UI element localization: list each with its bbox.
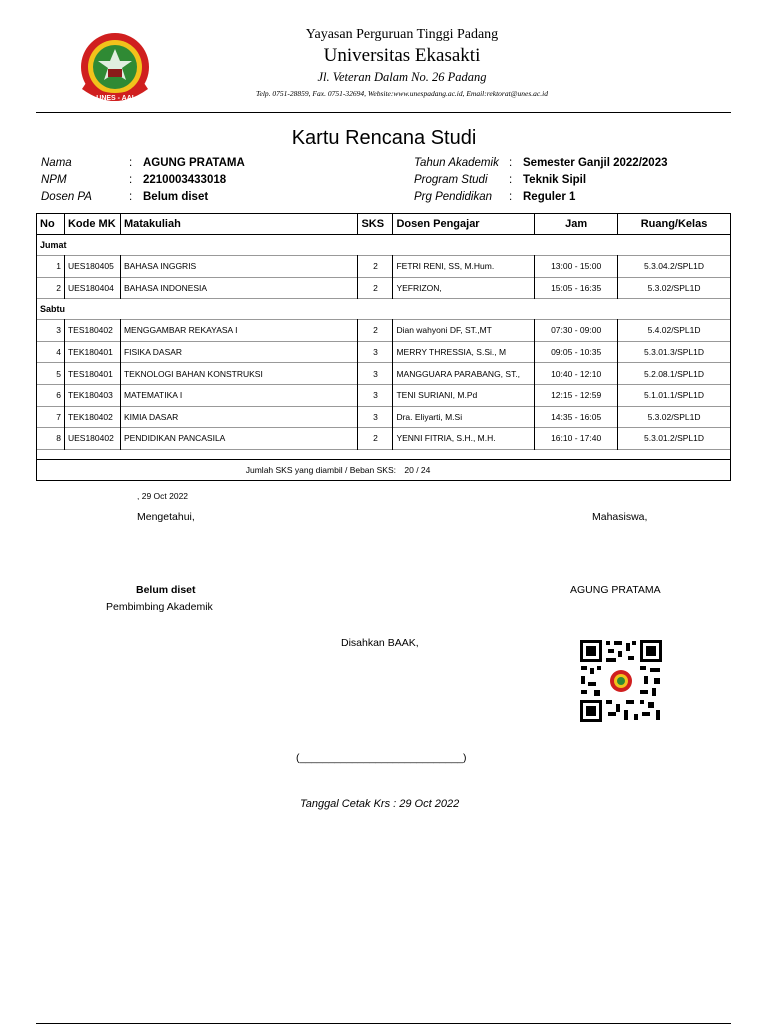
cell-sks: 3 [358,384,393,406]
cell-ruang: 5.3.04.2/SPL1D [618,256,731,278]
colon: : [129,157,133,169]
cell-jam: 10:40 - 12:10 [535,363,618,385]
tahun-value: Semester Ganjil 2022/2023 [523,157,668,169]
cell-sks: 2 [358,428,393,450]
table-row [37,256,731,278]
header-jam: Jam [535,214,618,235]
cell-sks: 2 [358,277,393,299]
cell-no: 3 [37,320,65,342]
cell-ruang: 5.3.01.3/SPL1D [618,341,731,363]
header-divider [36,112,731,113]
header-matakuliah: Matakuliah [120,214,358,235]
nama-label: Nama [41,157,72,169]
cell-kode: TEK180402 [64,406,120,428]
dosen-pa-value: Belum diset [143,191,209,203]
total-label: Jumlah SKS yang diambil / Beban SKS: [245,464,396,475]
group-day: Jumat [37,235,731,256]
cell-dosen: YENNI FITRIA, S.H., M.H. [393,428,535,450]
table-row [37,406,731,428]
cell-dosen: MANGGUARA PARABANG, ST., [393,363,535,385]
pa-role: Pembimbing Akademik [106,601,213,613]
tahun-label: Tahun Akademik [414,157,499,169]
foundation-name: Yayasan Perguruan Tinggi Padang [305,27,499,42]
table-row [37,428,731,450]
header-ruang: Ruang/Kelas [618,214,731,235]
npm-label: NPM [41,174,67,186]
cell-jam: 07:30 - 09:00 [535,320,618,342]
cell-kode: UES180402 [64,428,120,450]
cell-ruang: 5.1.01.1/SPL1D [618,384,731,406]
nama-value: AGUNG PRATAMA [143,157,245,169]
cell-no: 8 [37,428,65,450]
table-row [37,363,731,385]
cell-sks: 3 [358,363,393,385]
cell-matakuliah: PENDIDIKAN PANCASILA [120,428,358,450]
header-no: No [37,214,65,235]
qr-code [578,638,664,724]
course-table [36,213,731,481]
cell-jam: 13:00 - 15:00 [535,256,618,278]
cell-matakuliah: FISIKA DASAR [120,341,358,363]
cell-dosen: TENI SURIANI, M.Pd [393,384,535,406]
cell-matakuliah: MENGGAMBAR REKAYASA I [120,320,358,342]
university-logo [72,27,158,113]
svg-text:UNES - AAI: UNES - AAI [96,95,134,102]
cell-jam: 14:35 - 16:05 [535,406,618,428]
header-kode-mk: Kode MK [64,214,120,235]
university-address: Jl. Veteran Dalam No. 26 Padang [317,70,487,84]
signature-line: (____________________________) [296,752,467,764]
cell-kode: TES180401 [64,363,120,385]
group-day: Sabtu [37,299,731,320]
total-value: 20 / 24 [404,464,431,475]
cell-dosen: FETRI RENI, SS, M.Hum. [393,256,535,278]
cell-dosen: Dra. Eliyarti, M.Si [393,406,535,428]
cell-matakuliah: MATEMATIKA I [120,384,358,406]
pa-name: Belum diset [136,584,196,596]
cell-matakuliah: BAHASA INDONESIA [120,277,358,299]
table-header-row [37,214,731,235]
cell-no: 2 [37,277,65,299]
cell-kode: UES180405 [64,256,120,278]
table-row [37,341,731,363]
cell-dosen: Dian wahyoni DF, ST.,MT [393,320,535,342]
colon: : [129,191,133,203]
mengetahui-label: Mengetahui, [137,511,195,523]
cell-no: 7 [37,406,65,428]
student-signature-name: AGUNG PRATAMA [570,584,661,596]
colon: : [129,174,133,186]
cell-jam: 12:15 - 12:59 [535,384,618,406]
cell-dosen: MERRY THRESSIA, S.Si., M [393,341,535,363]
cell-ruang: 5.3.02/SPL1D [618,277,731,299]
cell-matakuliah: TEKNOLOGI BAHAN KONSTRUKSI [120,363,358,385]
cell-ruang: 5.2.08.1/SPL1D [618,363,731,385]
table-spacer-row [37,449,731,459]
cell-no: 4 [37,341,65,363]
group-row-sabtu [37,299,731,320]
cell-dosen: YEFRIZON, [393,277,535,299]
mahasiswa-label: Mahasiswa, [592,511,648,523]
cell-no: 5 [37,363,65,385]
cell-kode: UES180404 [64,277,120,299]
cell-ruang: 5.4.02/SPL1D [618,320,731,342]
header-dosen: Dosen Pengajar [393,214,535,235]
table-row [37,320,731,342]
dosen-pa-label: Dosen PA [41,191,92,203]
cell-no: 6 [37,384,65,406]
cell-sks: 3 [358,341,393,363]
table-row [37,277,731,299]
cell-no: 1 [37,256,65,278]
cell-jam: 15:05 - 16:35 [535,277,618,299]
colon: : [509,157,513,169]
cell-matakuliah: KIMIA DASAR [120,406,358,428]
group-row-jumat [37,235,731,256]
cell-ruang: 5.3.01.2/SPL1D [618,428,731,450]
qr-code-icon [578,638,664,724]
header-sks: SKS [358,214,393,235]
colon: : [509,191,513,203]
cell-sks: 2 [358,256,393,278]
colon: : [509,174,513,186]
cell-sks: 2 [358,320,393,342]
table-row [37,384,731,406]
prodi-label: Program Studi [414,174,488,186]
cell-jam: 16:10 - 17:40 [535,428,618,450]
cell-kode: TEK180401 [64,341,120,363]
cell-jam: 09:05 - 10:35 [535,341,618,363]
total-row [37,459,731,480]
university-emblem-icon [72,27,158,113]
print-place-date: , 29 Oct 2022 [137,491,189,501]
cell-ruang: 5.3.02/SPL1D [618,406,731,428]
university-name: Universitas Ekasakti [323,45,481,66]
page-title: Kartu Rencana Studi [291,127,477,149]
total-cell [37,459,731,480]
print-date: Tanggal Cetak Krs : 29 Oct 2022 [300,798,460,810]
cell-kode: TEK180403 [64,384,120,406]
cell-kode: TES180402 [64,320,120,342]
spacer-cell [37,449,731,459]
prg-value: Reguler 1 [523,191,576,203]
baak-label: Disahkan BAAK, [341,637,419,649]
cell-matakuliah: BAHASA INGGRIS [120,256,358,278]
prg-label: Prg Pendidikan [414,191,492,203]
cell-sks: 3 [358,406,393,428]
npm-value: 2210003433018 [143,174,227,186]
university-contact: Telp. 0751-28859, Fax. 0751-32694, Website:www.unespadang.ac.id, Email:rektorat@unes.ac.id [256,89,548,98]
prodi-value: Teknik Sipil [523,174,587,186]
